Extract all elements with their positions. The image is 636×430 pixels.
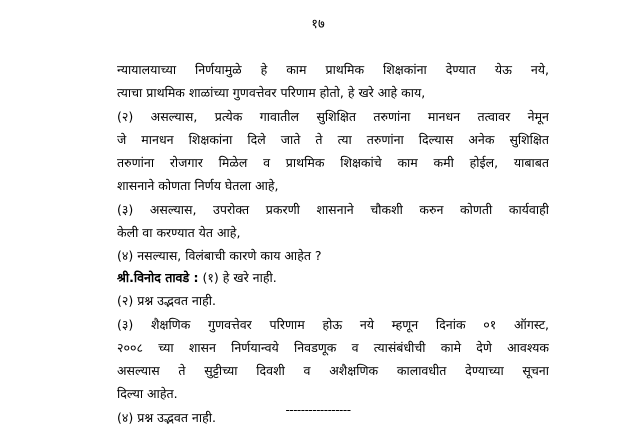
speaker-name: श्री.विनोद तावडे : <box>117 270 199 285</box>
answer-line: (४) प्रश्न उद्भवत नाही. <box>117 409 216 425</box>
question-line: (२) असल्यास, प्रत्येक गावातील सुशिक्षित तरुणांना मानधन तत्वावर नेमून <box>117 108 549 124</box>
answer-first-line <box>117 266 549 289</box>
question-line: त्याचा प्राथमिक शाळांच्या गुणवत्तेवर परिणाम होतो, हे खरे आहे काय, <box>117 85 426 101</box>
question-line: तरुणांना रोजगार मिळेल व प्राथमिक शिक्षकांचे काम कमी होईल, याबाबत <box>117 155 549 171</box>
page-number: १७ <box>311 17 325 32</box>
question-line: शासनाने कोणता निर्णय घेतला आहे, <box>117 178 279 194</box>
question-block <box>117 58 549 268</box>
answer-line: २००८ च्या शासन निर्णयान्वये निवडणूक व त्यासंबंधीची कामे देणे आवश्यक <box>117 339 549 355</box>
question-line: जे मानधन शिक्षकांना दिले जाते ते त्या तरुणांना दिल्यास अनेक सुशिक्षित <box>117 131 549 147</box>
answer-line: (१) हे खरे नाही. <box>202 270 277 285</box>
question-line: (४) नसल्यास, विलंबाची कारणे काय आहेत ? <box>117 248 322 264</box>
answer-line: (३) शैक्षणिक गुणवत्तेवर परिणाम होऊ नये म्हणून दिनांक ०१ ऑगस्ट, <box>117 316 549 332</box>
question-line: न्यायालयाच्या निर्णयामुळे हे काम प्राथमिक शिक्षकांना देण्यात येऊ नये, <box>117 62 549 77</box>
question-line: केली वा करण्यात येत आहे, <box>117 225 241 241</box>
answer-line: (२) प्रश्न उद्भवत नाही. <box>117 293 216 309</box>
question-line: (३) असल्यास, उपरोक्त प्रकरणी शासनाने चौकशी करुन कोणती कार्यवाही <box>117 201 549 217</box>
section-separator: ----------------- <box>285 403 351 417</box>
answer-line: दिल्या आहेत. <box>117 386 178 402</box>
answer-line: असल्यास ते सुट्टीच्या दिवशी व अशैक्षणिक कालावधीत देण्याच्या सूचना <box>117 363 549 379</box>
